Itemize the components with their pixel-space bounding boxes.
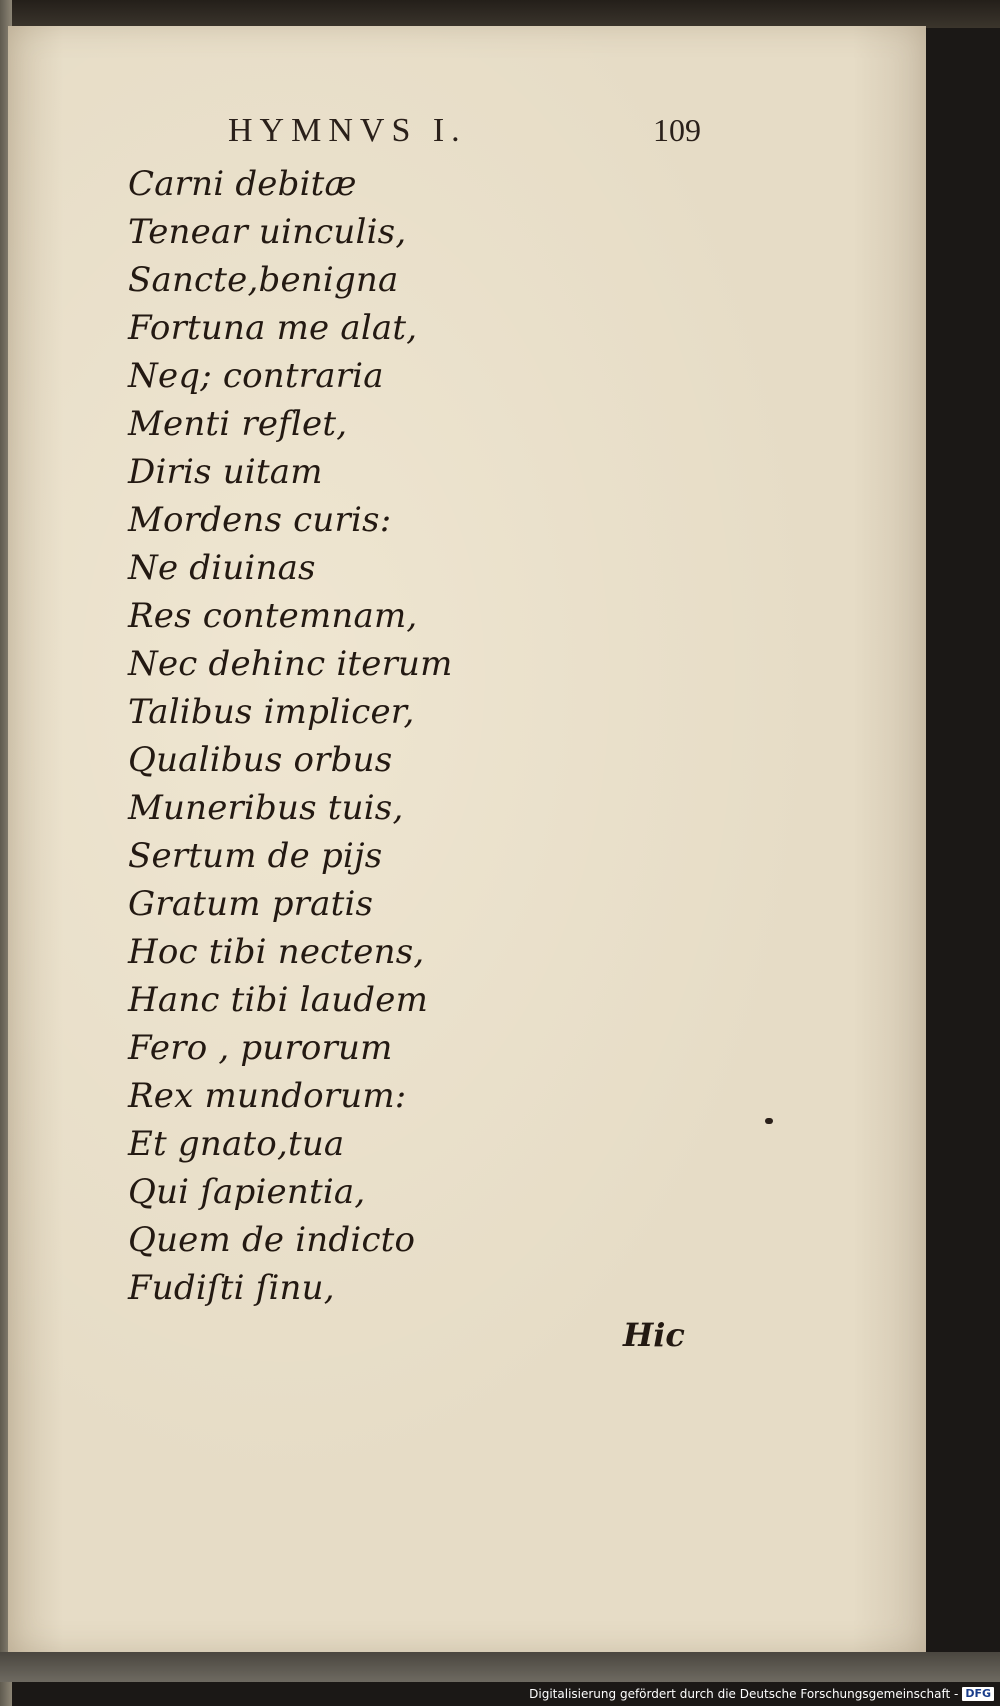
- book-edge-bottom: [0, 1652, 1000, 1682]
- ink-speck: [765, 1118, 773, 1124]
- verse-block: [128, 160, 548, 1312]
- verse-line: Gratum pratis: [128, 884, 374, 924]
- digitization-credit: [529, 1684, 994, 1704]
- verse-line: Talibus implicer,: [128, 692, 415, 732]
- book-edge-top: [0, 0, 1000, 28]
- verse-line: Mordens curis:: [128, 500, 392, 540]
- verse-line: Quem de indicto: [128, 1220, 416, 1260]
- verse-line: Hanc tibi laudem: [128, 980, 429, 1020]
- paper-page: [8, 26, 926, 1652]
- verse-line: Fudiſti ſinu,: [128, 1268, 335, 1308]
- verse-line: Muneribus tuis,: [128, 788, 404, 828]
- verse-line: Fero , purorum: [128, 1028, 393, 1068]
- page-number: 109: [653, 112, 701, 148]
- verse-line: Et gnato,tua: [128, 1124, 345, 1164]
- verse-line: Menti reflet,: [128, 404, 348, 444]
- verse-line: Fortuna me alat,: [128, 308, 418, 348]
- dfg-logo: DFG: [962, 1687, 994, 1701]
- verse-line: Diris uitam: [128, 452, 323, 492]
- verse-line: Nec dehinc iterum: [128, 644, 453, 684]
- running-head: HYMNVS I.: [228, 112, 467, 149]
- catchword: Hic: [623, 1316, 685, 1354]
- verse-line: Carni debitæ: [128, 164, 357, 204]
- verse-line: Qui ſapientia,: [128, 1172, 366, 1212]
- verse-line: Neq; contraria: [128, 356, 384, 396]
- credit-text: Digitalisierung gefördert durch die Deutsche Forschungsgemeinschaft -: [529, 1687, 959, 1701]
- verse-line: Hoc tibi nectens,: [128, 932, 425, 972]
- verse-line: Ne diuinas: [128, 548, 316, 588]
- page-header: [228, 112, 748, 152]
- verse-line: Sertum de pijs: [128, 836, 383, 876]
- verse-line: Tenear uinculis,: [128, 212, 407, 252]
- verse-line: Qualibus orbus: [128, 740, 393, 780]
- verse-line: Res contemnam,: [128, 596, 418, 636]
- verse-line: Rex mundorum:: [128, 1076, 407, 1116]
- verse-line: Sancte,benigna: [128, 260, 399, 300]
